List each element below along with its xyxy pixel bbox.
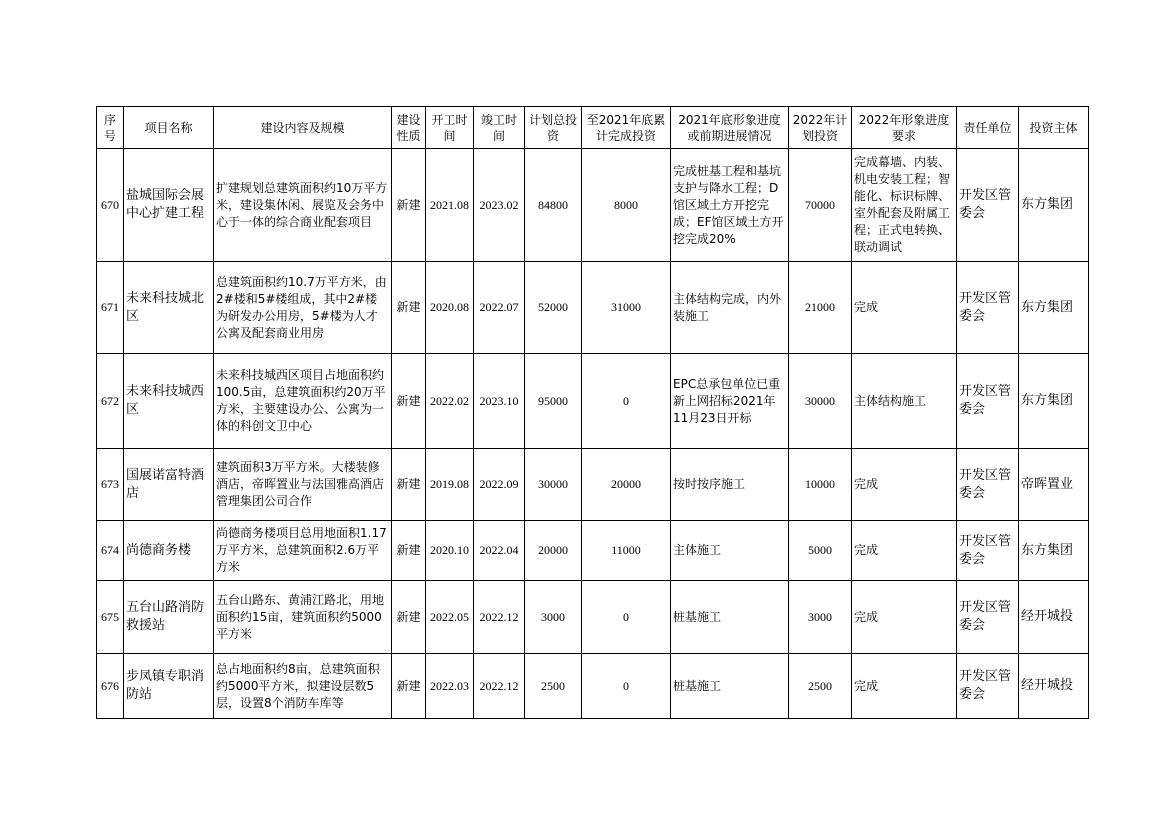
header-name: 项目名称: [124, 107, 214, 149]
cell-content: 总建筑面积约10.7万平方米，由2#楼和5#楼组成，其中2#楼为研发办公用房，5#楼为人才公寓及配套商业用房: [214, 262, 392, 354]
cell-total: 20000: [525, 521, 582, 581]
cell-name: 五台山路消防救援站: [124, 581, 214, 654]
cell-unit: 开发区管委会: [957, 521, 1019, 581]
cell-req-2022: 完成: [852, 449, 957, 521]
cell-unit: 开发区管委会: [957, 149, 1019, 262]
cell-plan-2022: 3000: [789, 581, 852, 654]
cell-total: 52000: [525, 262, 582, 354]
cell-req-2022: 主体结构施工: [852, 354, 957, 449]
header-content: 建设内容及规模: [214, 107, 392, 149]
cell-total: 84800: [525, 149, 582, 262]
cell-total: 95000: [525, 354, 582, 449]
table-row: [97, 654, 1089, 719]
cell-content: 五台山路东、黄浦江路北，用地面积约15亩，建筑面积约5000平方米: [214, 581, 392, 654]
cell-end: 2023.02: [474, 149, 525, 262]
cell-unit: 开发区管委会: [957, 581, 1019, 654]
cell-progress-2021: 主体施工: [671, 521, 789, 581]
table-row: [97, 149, 1089, 262]
cell-plan-2022: 2500: [789, 654, 852, 719]
cell-progress-2021: 主体结构完成，内外装施工: [671, 262, 789, 354]
cell-content: 总占地面积约8亩，总建筑面积约5000平方米，拟建设层数5层，设置8个消防车库等: [214, 654, 392, 719]
table-row: [97, 581, 1089, 654]
cell-progress-2021: 桩基施工: [671, 581, 789, 654]
cell-content: 扩建规划总建筑面积约10万平方米，建设集休闲、展览及会务中心于一体的综合商业配套项目: [214, 149, 392, 262]
cell-investor: 经开城投: [1019, 654, 1089, 719]
table-row: [97, 262, 1089, 354]
cell-no: 673: [97, 449, 124, 521]
cell-unit: 开发区管委会: [957, 354, 1019, 449]
cell-done: 0: [582, 354, 671, 449]
cell-progress-2021: 桩基施工: [671, 654, 789, 719]
cell-investor: 东方集团: [1019, 262, 1089, 354]
cell-req-2022: 完成幕墙、内装、机电安装工程；智能化、标识标牌、室外配套及附属工程；正式电转换、联动调试: [852, 149, 957, 262]
cell-plan-2022: 30000: [789, 354, 852, 449]
cell-name: 步凤镇专职消防站: [124, 654, 214, 719]
table-row: [97, 354, 1089, 449]
cell-plan-2022: 21000: [789, 262, 852, 354]
cell-start: 2021.08: [426, 149, 474, 262]
cell-no: 672: [97, 354, 124, 449]
cell-done: 8000: [582, 149, 671, 262]
header-done: 至2021年底累计完成投资: [582, 107, 671, 149]
cell-total: 3000: [525, 581, 582, 654]
cell-done: 0: [582, 654, 671, 719]
cell-plan-2022: 10000: [789, 449, 852, 521]
project-table-sheet: [96, 106, 1089, 719]
cell-name: 盐城国际会展中心扩建工程: [124, 149, 214, 262]
cell-start: 2020.08: [426, 262, 474, 354]
cell-nature: 新建: [392, 262, 426, 354]
header-req-2022: 2022年形象进度要求: [852, 107, 957, 149]
header-plan-2022: 2022年计划投资: [789, 107, 852, 149]
header-nature: 建设性质: [392, 107, 426, 149]
cell-no: 674: [97, 521, 124, 581]
table-row: [97, 449, 1089, 521]
cell-start: 2022.03: [426, 654, 474, 719]
cell-name: 国展诺富特酒店: [124, 449, 214, 521]
cell-end: 2023.10: [474, 354, 525, 449]
cell-total: 30000: [525, 449, 582, 521]
header-total: 计划总投资: [525, 107, 582, 149]
cell-start: 2019.08: [426, 449, 474, 521]
cell-end: 2022.12: [474, 654, 525, 719]
cell-content: 未来科技城西区项目占地面积约100.5亩，总建筑面积约20万平方米，主要建设办公、公寓为一体的科创文卫中心: [214, 354, 392, 449]
cell-investor: 东方集团: [1019, 354, 1089, 449]
header-no: 序号: [97, 107, 124, 149]
header-unit: 责任单位: [957, 107, 1019, 149]
header-progress-2021: 2021年底形象进度或前期进展情况: [671, 107, 789, 149]
cell-progress-2021: 完成桩基工程和基坑支护与降水工程；D馆区域土方开挖完成；EF馆区域土方开挖完成20%: [671, 149, 789, 262]
cell-no: 671: [97, 262, 124, 354]
header-end: 竣工时间: [474, 107, 525, 149]
cell-investor: 经开城投: [1019, 581, 1089, 654]
project-table: [96, 106, 1089, 719]
cell-end: 2022.04: [474, 521, 525, 581]
cell-start: 2022.02: [426, 354, 474, 449]
cell-name: 尚德商务楼: [124, 521, 214, 581]
cell-done: 20000: [582, 449, 671, 521]
cell-no: 676: [97, 654, 124, 719]
cell-total: 2500: [525, 654, 582, 719]
cell-content: 建筑面积3万平方米。大楼装修酒店，帝晖置业与法国雅高酒店管理集团公司合作: [214, 449, 392, 521]
cell-done: 11000: [582, 521, 671, 581]
cell-plan-2022: 70000: [789, 149, 852, 262]
cell-start: 2020.10: [426, 521, 474, 581]
cell-progress-2021: 按时按序施工: [671, 449, 789, 521]
cell-name: 未来科技城西区: [124, 354, 214, 449]
cell-end: 2022.07: [474, 262, 525, 354]
cell-investor: 东方集团: [1019, 149, 1089, 262]
cell-done: 31000: [582, 262, 671, 354]
cell-unit: 开发区管委会: [957, 654, 1019, 719]
cell-no: 670: [97, 149, 124, 262]
cell-content: 尚德商务楼项目总用地面积1.17万平方米，总建筑面积2.6万平方米: [214, 521, 392, 581]
cell-req-2022: 完成: [852, 262, 957, 354]
cell-unit: 开发区管委会: [957, 262, 1019, 354]
cell-req-2022: 完成: [852, 581, 957, 654]
cell-progress-2021: EPC总承包单位已重新上网招标2021年11月23日开标: [671, 354, 789, 449]
cell-no: 675: [97, 581, 124, 654]
cell-nature: 新建: [392, 581, 426, 654]
cell-nature: 新建: [392, 354, 426, 449]
cell-investor: 帝晖置业: [1019, 449, 1089, 521]
cell-investor: 东方集团: [1019, 521, 1089, 581]
cell-done: 0: [582, 581, 671, 654]
header-row: [97, 107, 1089, 149]
cell-end: 2022.09: [474, 449, 525, 521]
cell-unit: 开发区管委会: [957, 449, 1019, 521]
header-start: 开工时间: [426, 107, 474, 149]
cell-name: 未来科技城北区: [124, 262, 214, 354]
header-investor: 投资主体: [1019, 107, 1089, 149]
cell-nature: 新建: [392, 149, 426, 262]
cell-req-2022: 完成: [852, 654, 957, 719]
cell-nature: 新建: [392, 654, 426, 719]
cell-start: 2022.05: [426, 581, 474, 654]
cell-plan-2022: 5000: [789, 521, 852, 581]
table-row: [97, 521, 1089, 581]
cell-req-2022: 完成: [852, 521, 957, 581]
cell-end: 2022.12: [474, 581, 525, 654]
cell-nature: 新建: [392, 521, 426, 581]
cell-nature: 新建: [392, 449, 426, 521]
